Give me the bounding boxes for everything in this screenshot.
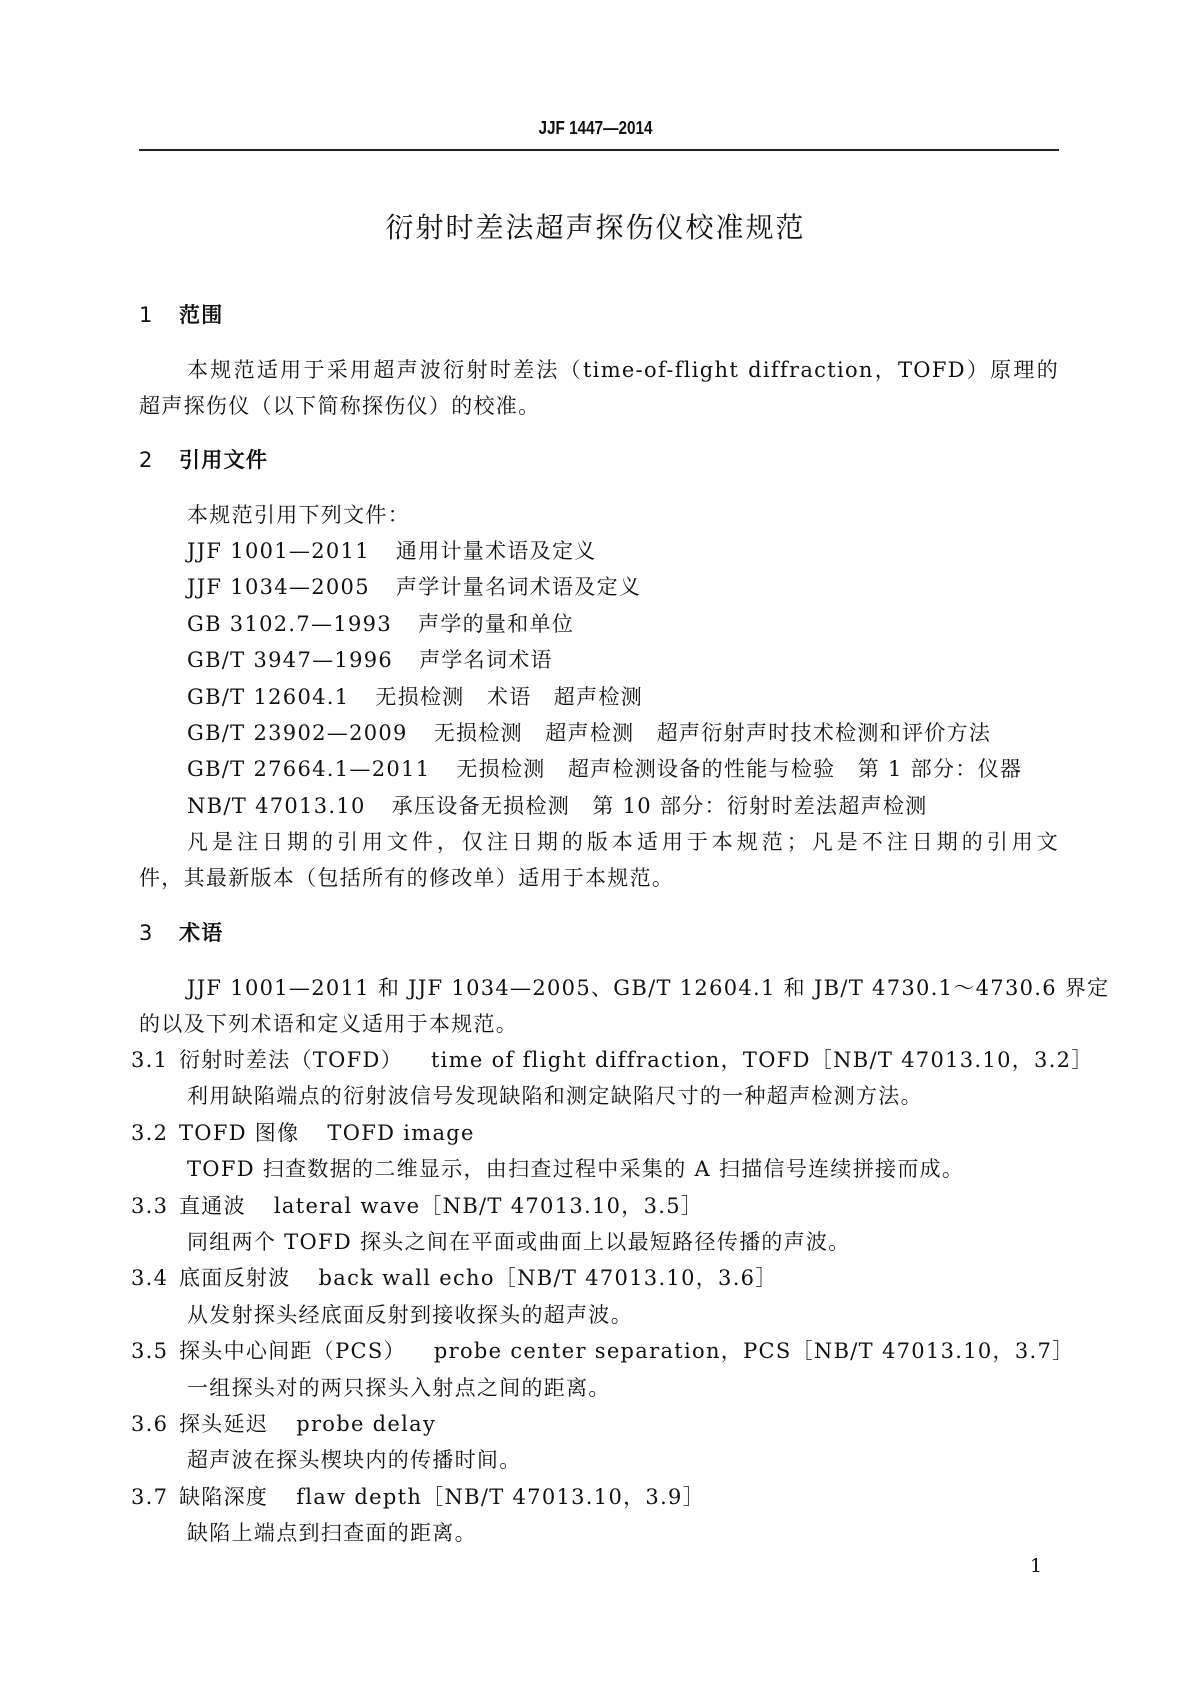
term-entry bbox=[131, 1192, 1051, 1220]
paragraph-line: 超声探伤仪（以下简称探伤仪）的校准。 bbox=[139, 394, 541, 418]
section-2-heading bbox=[139, 446, 1059, 474]
reference-title: 通用计量术语及定义 bbox=[395, 539, 597, 563]
term-english: TOFD image bbox=[327, 1120, 475, 1145]
reference-title: 声学名词术语 bbox=[419, 648, 553, 673]
reference-title: 声学计量名词术语及定义 bbox=[395, 575, 642, 600]
reference-code: GB/T 27664.1—2011 bbox=[187, 757, 431, 782]
term-chinese: 直通波 bbox=[179, 1193, 246, 1218]
term-number: 3.3 bbox=[131, 1193, 169, 1218]
term-definition: 一组探头对的两只探头入射点之间的距离。 bbox=[187, 1375, 611, 1400]
section-3-heading bbox=[139, 919, 1059, 947]
term-chinese: 缺陷深度 bbox=[179, 1484, 269, 1509]
reference-item bbox=[187, 537, 1059, 565]
term-entry bbox=[131, 1046, 1094, 1074]
reference-code: JJF 1001—2011 bbox=[187, 539, 370, 563]
paragraph-line: JJF 1001—2011 和 JJF 1034—2005、GB/T 12604.1 和 JB/T 4730.1～4730.6 界定 bbox=[187, 976, 1110, 1000]
term-english: probe center separation，PCS［NB/T 47013.10，3.7］ bbox=[433, 1339, 1075, 1364]
reference-code: JJF 1034—2005 bbox=[187, 575, 370, 600]
reference-code: NB/T 47013.10 bbox=[187, 793, 366, 818]
term-english: probe delay bbox=[296, 1412, 437, 1436]
term-definition: TOFD 扫查数据的二维显示，由扫查过程中采集的 A 扫描信号连续拼接而成。 bbox=[187, 1157, 965, 1182]
term-entry bbox=[131, 1119, 1051, 1147]
page-number: 1 bbox=[1030, 1555, 1043, 1577]
reference-title: 声学的量和单位 bbox=[418, 611, 575, 636]
reference-item bbox=[187, 683, 1059, 711]
term-number: 3.7 bbox=[131, 1484, 169, 1509]
reference-title: 无损检测 术语 超声检测 bbox=[375, 684, 644, 709]
term-entry bbox=[131, 1264, 1051, 1292]
reference-item bbox=[187, 755, 1059, 783]
paragraph-line: 的以及下列术语和定义适用于本规范。 bbox=[139, 1012, 519, 1036]
reference-code: GB/T 23902—2009 bbox=[187, 721, 408, 745]
reference-code: GB/T 3947—1996 bbox=[187, 648, 394, 673]
term-number: 3.6 bbox=[131, 1412, 169, 1436]
section-number: 2 bbox=[139, 448, 154, 472]
section-title: 引用文件 bbox=[179, 448, 269, 472]
term-definition: 从发射探头经底面反射到接收探头的超声波。 bbox=[187, 1302, 633, 1327]
term-definition: 同组两个 TOFD 探头之间在平面或曲面上以最短路径传播的声波。 bbox=[187, 1230, 851, 1254]
header-rule bbox=[139, 149, 1059, 151]
term-entry bbox=[131, 1483, 1051, 1511]
term-number: 3.4 bbox=[131, 1266, 169, 1291]
term-entry bbox=[131, 1337, 1075, 1365]
term-number: 3.1 bbox=[131, 1048, 169, 1072]
reference-code: GB 3102.7—1993 bbox=[187, 611, 393, 636]
term-english: time of flight diffraction，TOFD［NB/T 47013.10，3.2］ bbox=[430, 1048, 1094, 1072]
term-english: lateral wave［NB/T 47013.10，3.5］ bbox=[273, 1193, 704, 1218]
paragraph-line: 凡是注日期的引用文件，仅注日期的版本适用于本规范；凡是不注日期的引用文 bbox=[187, 830, 1059, 854]
reference-item bbox=[187, 792, 1059, 820]
reference-item bbox=[187, 610, 1059, 638]
paragraph-line: 本规范引用下列文件： bbox=[187, 503, 410, 527]
term-number: 3.2 bbox=[131, 1120, 169, 1145]
paragraph-line: 件，其最新版本（包括所有的修改单）适用于本规范。 bbox=[139, 866, 675, 890]
term-definition: 利用缺陷端点的衍射波信号发现缺陷和测定缺陷尺寸的一种超声检测方法。 bbox=[187, 1084, 923, 1109]
reference-code: GB/T 12604.1 bbox=[187, 684, 350, 709]
section-title: 术语 bbox=[179, 921, 224, 945]
section-1-heading bbox=[139, 301, 1059, 329]
section-number: 1 bbox=[139, 303, 154, 327]
term-english: flaw depth［NB/T 47013.10，3.9］ bbox=[296, 1484, 706, 1509]
running-header: JJF 1447—2014 bbox=[538, 118, 653, 138]
reference-item bbox=[187, 573, 1059, 601]
section-title: 范围 bbox=[179, 303, 224, 327]
term-number: 3.5 bbox=[131, 1339, 169, 1364]
reference-item bbox=[187, 719, 1059, 747]
term-chinese: 底面反射波 bbox=[179, 1266, 291, 1291]
reference-title: 无损检测 超声检测 超声衍射声时技术检测和评价方法 bbox=[433, 721, 992, 745]
reference-title: 无损检测 超声检测设备的性能与检验 第 1 部分：仪器 bbox=[456, 757, 1023, 782]
paragraph-line: 本规范适用于采用超声波衍射时差法（time-of-flight diffraction，TOFD）原理的 bbox=[187, 358, 1059, 382]
term-definition: 缺陷上端点到扫查面的距离。 bbox=[187, 1521, 477, 1546]
term-chinese: 衍射时差法（TOFD） bbox=[179, 1048, 403, 1072]
term-chinese: 探头中心间距（PCS） bbox=[179, 1339, 406, 1364]
term-entry bbox=[131, 1410, 1051, 1438]
document-title: 衍射时差法超声探伤仪校准规范 bbox=[385, 211, 806, 244]
section-number: 3 bbox=[139, 921, 154, 945]
term-definition: 超声波在探头楔块内的传播时间。 bbox=[187, 1448, 522, 1473]
reference-item bbox=[187, 646, 1059, 674]
term-chinese: TOFD 图像 bbox=[179, 1120, 300, 1145]
term-english: back wall echo［NB/T 47013.10，3.6］ bbox=[318, 1266, 778, 1291]
reference-title: 承压设备无损检测 第 10 部分：衍射时差法超声检测 bbox=[391, 793, 928, 818]
term-chinese: 探头延迟 bbox=[179, 1412, 269, 1436]
